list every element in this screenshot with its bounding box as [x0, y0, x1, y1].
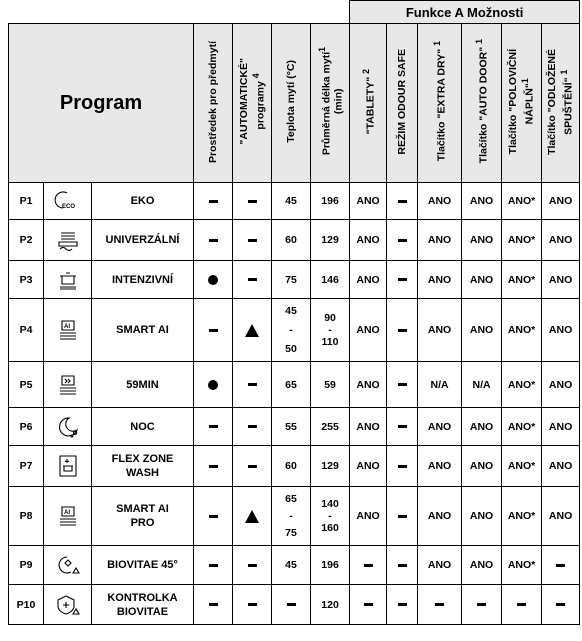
temp-cell — [272, 446, 311, 487]
detergent-cell — [194, 585, 233, 625]
odour-cell — [387, 183, 418, 220]
dot-mark — [208, 275, 218, 285]
program-name-cell — [92, 446, 194, 487]
duration-value: 196 — [321, 195, 339, 207]
detergent-cell — [194, 220, 233, 261]
dash-mark — [209, 564, 218, 567]
halfload-value: ANO* — [507, 559, 536, 571]
duration-cell — [311, 261, 350, 299]
delay-cell — [542, 299, 580, 362]
header-blank — [9, 1, 350, 24]
autodoor-cell — [462, 220, 502, 261]
delay-cell — [542, 183, 580, 220]
triangle-mark — [245, 510, 259, 523]
extradry-value: ANO — [427, 273, 452, 286]
dash-mark — [248, 383, 257, 386]
dash-mark — [398, 200, 407, 203]
duration-cell: 140 - 160 — [311, 487, 350, 546]
svg-text:AI: AI — [63, 324, 70, 330]
tablets-cell — [350, 183, 387, 220]
duration-cell — [311, 585, 350, 625]
odour-cell — [387, 487, 418, 546]
detergent-cell — [194, 362, 233, 408]
tablets-cell — [350, 487, 387, 546]
dash-mark — [209, 465, 218, 468]
dash-mark — [398, 515, 407, 518]
odour-cell — [387, 408, 418, 446]
extradry-cell — [418, 585, 462, 625]
autodoor-value: ANO — [469, 324, 494, 336]
duration-cell: 90 - 110 — [311, 299, 350, 362]
program-id: P1 — [9, 183, 44, 220]
program-id: P8 — [9, 487, 44, 546]
odour-cell — [387, 220, 418, 261]
dash-mark — [398, 278, 407, 281]
halfload-cell — [502, 220, 542, 261]
dash-mark — [248, 425, 257, 428]
extradry-cell — [418, 220, 462, 261]
biovitae-icon — [44, 546, 92, 585]
table-row — [9, 220, 580, 261]
dash-mark — [398, 425, 407, 428]
dash-mark — [209, 329, 218, 332]
odour-cell — [387, 362, 418, 408]
table-row — [9, 299, 580, 362]
autodoor-cell — [462, 585, 502, 625]
dash-mark — [248, 200, 257, 203]
dash-mark — [248, 465, 257, 468]
program-id: P10 — [9, 585, 44, 625]
svg-text:ECO: ECO — [61, 204, 75, 210]
temp-value: 45 — [285, 195, 297, 207]
program-header: Program — [9, 24, 194, 183]
extradry-value: ANO — [427, 420, 452, 433]
temp-value: 60 — [285, 460, 297, 472]
autodoor-value: ANO — [469, 510, 494, 522]
program-name-line2: BIOVITAE — [116, 605, 169, 618]
halfload-cell — [502, 183, 542, 220]
autodoor-cell — [462, 362, 502, 408]
halfload-value: ANO* — [507, 324, 536, 336]
col-halfload-header: Tlačítko "POLOVIČNÍ NÁPLŇ"$^1$ — [502, 24, 542, 183]
extradry-cell — [418, 446, 462, 487]
detergent-cell — [194, 261, 233, 299]
halfload-cell — [502, 585, 542, 625]
tablets-cell — [350, 261, 387, 299]
duration-value: 146 — [321, 273, 339, 286]
triangle-mark — [245, 324, 259, 337]
program-name: BIOVITAE 45° — [107, 559, 178, 571]
table-row — [9, 408, 580, 446]
dash-mark — [517, 603, 526, 606]
col-auto-header: "AUTOMATICKÉ" programy $^4$ — [233, 24, 272, 183]
program-name-cell — [92, 261, 194, 299]
tablets-value: ANO — [356, 510, 380, 522]
temp-cell — [272, 546, 311, 585]
tablets-cell — [350, 446, 387, 487]
auto-cell — [233, 546, 272, 585]
extradry-value: ANO — [427, 234, 452, 246]
program-name: SMART AI — [116, 324, 169, 336]
duration-cell — [311, 183, 350, 220]
auto-cell — [233, 585, 272, 625]
detergent-cell — [194, 299, 233, 362]
program-name-cell — [92, 546, 194, 585]
program-name-cell — [92, 220, 194, 261]
delay-value: ANO — [548, 273, 573, 286]
dash-mark — [209, 515, 218, 518]
program-name-line2: WASH — [126, 467, 159, 479]
duration-max: 110 — [321, 336, 339, 348]
dash-mark — [398, 465, 407, 468]
col-temp-header: Teplota mytí (°C) — [272, 24, 311, 183]
program-id: P4 — [9, 299, 44, 362]
delay-value: ANO — [548, 378, 573, 391]
auto-cell — [233, 487, 272, 546]
halfload-cell — [502, 546, 542, 585]
extradry-value: ANO — [427, 559, 452, 571]
duration-cell — [311, 546, 350, 585]
program-table — [8, 0, 580, 625]
universal-icon — [44, 220, 92, 261]
intensive-pot-icon — [44, 261, 92, 299]
halfload-value: ANO* — [507, 510, 536, 522]
program-name-line2: PRO — [130, 517, 155, 529]
temp-value: 65 — [285, 378, 297, 391]
night-moon-icon — [44, 408, 92, 446]
dash-mark — [364, 603, 373, 606]
extradry-cell — [418, 183, 462, 220]
autodoor-value: ANO — [469, 195, 494, 207]
temp-value: 75 — [285, 273, 297, 286]
detergent-cell — [194, 546, 233, 585]
odour-cell — [387, 546, 418, 585]
delay-value: ANO — [548, 324, 573, 336]
delay-value: ANO — [548, 195, 573, 207]
halfload-cell — [502, 446, 542, 487]
tablets-cell — [350, 220, 387, 261]
detergent-cell — [194, 183, 233, 220]
program-name: FLEX ZONE — [111, 453, 174, 465]
dash-mark — [209, 200, 218, 203]
autodoor-value: ANO — [469, 559, 494, 571]
halfload-cell — [502, 408, 542, 446]
extradry-value: ANO — [427, 510, 452, 522]
autodoor-value: ANO — [469, 273, 494, 286]
extradry-cell — [418, 261, 462, 299]
program-name: INTENZIVNÍ — [111, 273, 174, 286]
auto-cell — [233, 362, 272, 408]
dash-mark — [398, 564, 407, 567]
dash-mark — [398, 603, 407, 606]
duration-value: 129 — [321, 234, 339, 246]
odour-cell — [387, 299, 418, 362]
program-name: UNIVERZÁLNÍ — [105, 234, 180, 246]
detergent-cell — [194, 446, 233, 487]
temp-value: 60 — [285, 234, 297, 246]
auto-cell — [233, 261, 272, 299]
auto-cell — [233, 299, 272, 362]
program-name: 59MIN — [126, 378, 159, 391]
delay-value: ANO — [548, 460, 573, 472]
program-name-cell — [92, 299, 194, 362]
halfload-value: ANO* — [507, 420, 536, 433]
program-id: P2 — [9, 220, 44, 261]
temp-cell — [272, 261, 311, 299]
dash-mark — [209, 239, 218, 242]
dash-mark — [209, 425, 218, 428]
odour-cell — [387, 585, 418, 625]
col-odour-header: REŽIM ODOUR SAFE — [387, 24, 418, 183]
duration-cell — [311, 362, 350, 408]
auto-cell — [233, 446, 272, 487]
duration-value: 129 — [321, 460, 339, 472]
halfload-value: ANO* — [507, 195, 536, 207]
halfload-value: ANO* — [507, 460, 536, 472]
extradry-cell — [418, 487, 462, 546]
halfload-cell — [502, 362, 542, 408]
extradry-value: ANO — [427, 324, 452, 336]
extradry-value: ANO — [427, 460, 452, 472]
col-tablets-header: "TABLETY" $^2$ — [350, 24, 387, 183]
dash-mark — [209, 603, 218, 606]
dash-mark — [248, 278, 257, 281]
auto-cell — [233, 408, 272, 446]
odour-cell — [387, 446, 418, 487]
tablets-value: ANO — [356, 234, 380, 246]
odour-cell — [387, 261, 418, 299]
program-name-cell — [92, 487, 194, 546]
autodoor-cell — [462, 487, 502, 546]
table-row — [9, 585, 580, 625]
temp-cell: 45 - 50 — [272, 299, 311, 362]
dash-mark — [364, 564, 373, 567]
delay-cell — [542, 261, 580, 299]
temp-max: 50 — [285, 343, 297, 355]
duration-min: 140 — [321, 498, 339, 510]
dash-mark — [248, 603, 257, 606]
col-duration-header: Průměrná délka mytí$^1$ (min) — [311, 24, 350, 183]
dash-mark — [477, 603, 486, 606]
dash-mark — [556, 603, 565, 606]
program-name: NOC — [130, 420, 155, 433]
auto-cell — [233, 183, 272, 220]
delay-cell — [542, 362, 580, 408]
duration-cell — [311, 220, 350, 261]
tablets-value: ANO — [356, 324, 380, 336]
autodoor-value: N/A — [472, 378, 491, 391]
duration-min: 90 — [324, 312, 336, 324]
extradry-cell — [418, 299, 462, 362]
extradry-value: N/A — [430, 378, 449, 391]
program-id: P5 — [9, 362, 44, 408]
delay-value: ANO — [548, 510, 573, 522]
duration-value: 120 — [321, 598, 339, 611]
autodoor-cell — [462, 183, 502, 220]
program-id: P9 — [9, 546, 44, 585]
delay-cell — [542, 446, 580, 487]
functions-header: Funkce A Možnosti — [350, 1, 580, 24]
halfload-value: ANO* — [507, 273, 536, 286]
tablets-value: ANO — [356, 378, 380, 391]
temp-max: 75 — [285, 527, 297, 539]
detergent-cell — [194, 487, 233, 546]
temp-value: 55 — [285, 420, 297, 433]
duration-value: 59 — [324, 378, 336, 391]
delay-value: ANO — [548, 234, 573, 246]
smart-ai-pro-icon — [44, 487, 92, 546]
program-id: P3 — [9, 261, 44, 299]
delay-value: ANO — [548, 420, 573, 433]
dash-mark — [398, 383, 407, 386]
program-name-cell — [92, 408, 194, 446]
dash-mark — [248, 239, 257, 242]
delay-cell — [542, 220, 580, 261]
tablets-cell — [350, 546, 387, 585]
temp-cell — [272, 585, 311, 625]
autodoor-value: ANO — [469, 234, 494, 246]
dash-mark — [398, 239, 407, 242]
table-row — [9, 183, 580, 220]
delay-cell — [542, 585, 580, 625]
dash-mark — [556, 564, 565, 567]
col-autodoor-header: Tlačítko "AUTO DOOR" $^1$ — [462, 24, 502, 183]
halfload-cell — [502, 261, 542, 299]
table-row — [9, 362, 580, 408]
tablets-cell — [350, 585, 387, 625]
program-id: P7 — [9, 446, 44, 487]
table-row — [9, 487, 580, 546]
detergent-cell — [194, 408, 233, 446]
extradry-cell — [418, 546, 462, 585]
col-detergent-header: Prostředek pro předmytí — [194, 24, 233, 183]
temp-cell: 65 - 75 — [272, 487, 311, 546]
col-delay-header: Tlačítko "ODLOŽENÉ SPUŠTĚNÍ" $^1$ — [542, 24, 580, 183]
biovitae-check-icon — [44, 585, 92, 625]
table-row — [9, 446, 580, 487]
delay-cell — [542, 546, 580, 585]
program-name: EKO — [130, 195, 155, 207]
autodoor-cell — [462, 408, 502, 446]
halfload-cell — [502, 299, 542, 362]
dash-mark — [287, 603, 296, 606]
delay-cell — [542, 487, 580, 546]
smart-ai-icon — [44, 299, 92, 362]
duration-cell — [311, 446, 350, 487]
autodoor-value: ANO — [469, 420, 494, 433]
extradry-cell — [418, 362, 462, 408]
program-name-cell — [92, 362, 194, 408]
svg-text:AI: AI — [63, 510, 70, 516]
tablets-value: ANO — [356, 460, 380, 472]
autodoor-cell — [462, 446, 502, 487]
temp-cell — [272, 183, 311, 220]
tablets-cell — [350, 299, 387, 362]
eco-icon — [44, 183, 92, 220]
duration-value: 196 — [321, 559, 339, 571]
extradry-cell — [418, 408, 462, 446]
program-name: KONTROLKA — [107, 591, 178, 604]
autodoor-value: ANO — [469, 460, 494, 472]
halfload-value: ANO* — [507, 234, 536, 246]
program-name-cell — [92, 183, 194, 220]
program-name-cell — [92, 585, 194, 625]
program-name: SMART AI — [116, 503, 169, 515]
duration-max: 160 — [321, 522, 339, 534]
tablets-value: ANO — [356, 195, 380, 207]
table-row — [9, 546, 580, 585]
59min-icon — [44, 362, 92, 408]
auto-cell — [233, 220, 272, 261]
temp-cell — [272, 408, 311, 446]
extradry-value: ANO — [427, 195, 452, 207]
dash-mark — [398, 329, 407, 332]
temp-min: 65 — [285, 493, 297, 505]
delay-cell — [542, 408, 580, 446]
dot-mark — [208, 380, 218, 390]
temp-value: 45 — [285, 559, 297, 571]
autodoor-cell — [462, 546, 502, 585]
program-id: P6 — [9, 408, 44, 446]
halfload-value: ANO* — [507, 378, 536, 391]
autodoor-cell — [462, 299, 502, 362]
tablets-cell — [350, 408, 387, 446]
dash-mark — [248, 564, 257, 567]
temp-cell — [272, 362, 311, 408]
duration-value: 255 — [321, 420, 339, 433]
tablets-cell — [350, 362, 387, 408]
duration-cell — [311, 408, 350, 446]
tablets-value: ANO — [356, 273, 380, 286]
tablets-value: ANO — [356, 420, 380, 433]
col-extradry-header: Tlačítko "EXTRA DRY" $^1$ — [418, 24, 462, 183]
autodoor-cell — [462, 261, 502, 299]
dash-mark — [435, 603, 444, 606]
flex-zone-icon — [44, 446, 92, 487]
temp-min: 45 — [285, 305, 297, 317]
halfload-cell — [502, 487, 542, 546]
temp-cell — [272, 220, 311, 261]
table-row — [9, 261, 580, 299]
